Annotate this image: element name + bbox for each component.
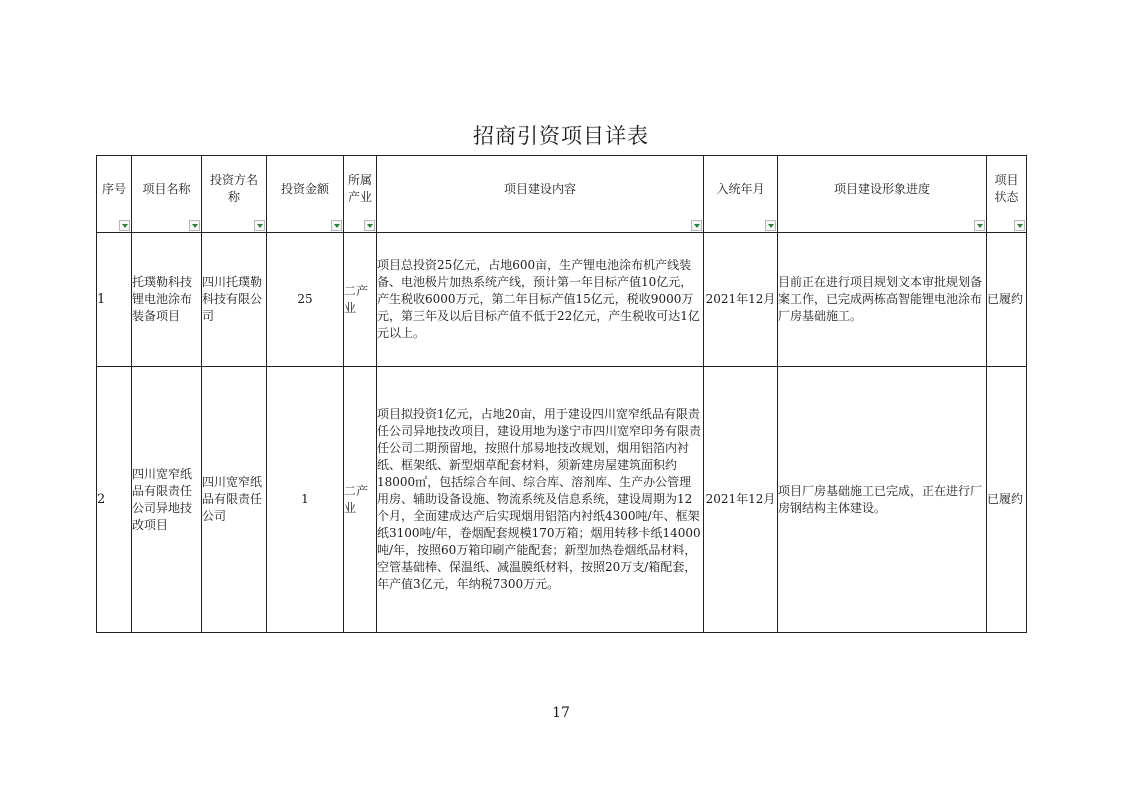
filter-dropdown-icon[interactable] [765, 220, 776, 231]
cell-status: 已履约 [987, 233, 1027, 367]
cell-project-name: 四川宽窄纸品有限责任公司异地技改项目 [132, 367, 202, 633]
cell-industry: 二产业 [344, 233, 377, 367]
filter-dropdown-icon[interactable] [691, 220, 702, 231]
cell-status: 已履约 [987, 367, 1027, 633]
table-header-row [97, 156, 1027, 233]
header-amount: 投资金额 [267, 156, 344, 233]
filter-dropdown-icon[interactable] [189, 220, 200, 231]
filter-dropdown-icon[interactable] [1014, 220, 1025, 231]
cell-progress: 项目厂房基础施工已完成，正在进行厂房钢结构主体建设。 [778, 367, 987, 633]
header-industry: 所属产业 [344, 156, 377, 233]
header-investor: 投资方名称 [202, 156, 267, 233]
cell-amount: 25 [267, 233, 344, 367]
cell-industry: 二产业 [344, 367, 377, 633]
cell-index: 1 [97, 233, 132, 367]
cell-investor: 四川宽窄纸品有限责任公司 [202, 367, 267, 633]
cell-entry-date: 2021年12月 [704, 367, 778, 633]
header-status: 项目状态 [987, 156, 1027, 233]
filter-dropdown-icon[interactable] [364, 220, 375, 231]
header-entry-date: 入统年月 [704, 156, 778, 233]
filter-dropdown-icon[interactable] [119, 220, 130, 231]
header-progress: 项目建设形象进度 [778, 156, 987, 233]
header-index: 序号 [97, 156, 132, 233]
cell-project-name: 托璞勒科技锂电池涂布装备项目 [132, 233, 202, 367]
document-title: 招商引资项目详表 [473, 124, 649, 148]
filter-dropdown-icon[interactable] [974, 220, 985, 231]
filter-dropdown-icon[interactable] [254, 220, 265, 231]
cell-index: 2 [97, 367, 132, 633]
table-row [97, 233, 1027, 367]
cell-entry-date: 2021年12月 [704, 233, 778, 367]
project-table [96, 155, 1027, 633]
cell-amount: 1 [267, 367, 344, 633]
cell-investor: 四川托璞勒科技有限公司 [202, 233, 267, 367]
cell-content: 项目拟投资1亿元，占地20亩，用于建设四川宽窄纸品有限责任公司异地技改项目，建设用地为遂宁市四川宽窄印务有限责任公司二期预留地，按照什邡易地技改规划，烟用铝箔内衬纸、框架纸、新型烟草配套材料，须新建房屋建筑面积约18000㎡，包括综合车间、综合库、溶剂库、生产办公管理用房、辅助设备设施、物流系统及信息系统，建设周期为12个月，全面建成达产后实现烟用铝箔内衬纸4300吨/年、框架纸3100吨/年，卷烟配套规模170万箱；烟用转移卡纸14000吨/年，按照60万箱印刷产能配套；新型加热卷烟纸品材料，空管基础棒、保温纸、减温膜纸材料，按照20万支/箱配套，年产值3亿元，年纳税7300万元。 [377, 367, 704, 633]
table-row [97, 367, 1027, 633]
header-content: 项目建设内容 [377, 156, 704, 233]
filter-dropdown-icon[interactable] [331, 220, 342, 231]
page-number: 17 [552, 705, 570, 721]
header-project-name: 项目名称 [132, 156, 202, 233]
cell-content: 项目总投资25亿元，占地600亩，生产锂电池涂布机产线装备、电池极片加热系统产线，预计第一年目标产值10亿元，产生税收6000万元，第二年目标产值15亿元，税收9000万元，第三年及以后目标产值不低于22亿元，产生税收可达1亿元以上。 [377, 233, 704, 367]
cell-progress: 目前正在进行项目规划文本审批规划备案工作，已完成两栋高智能锂电池涂布厂房基础施工。 [778, 233, 987, 367]
